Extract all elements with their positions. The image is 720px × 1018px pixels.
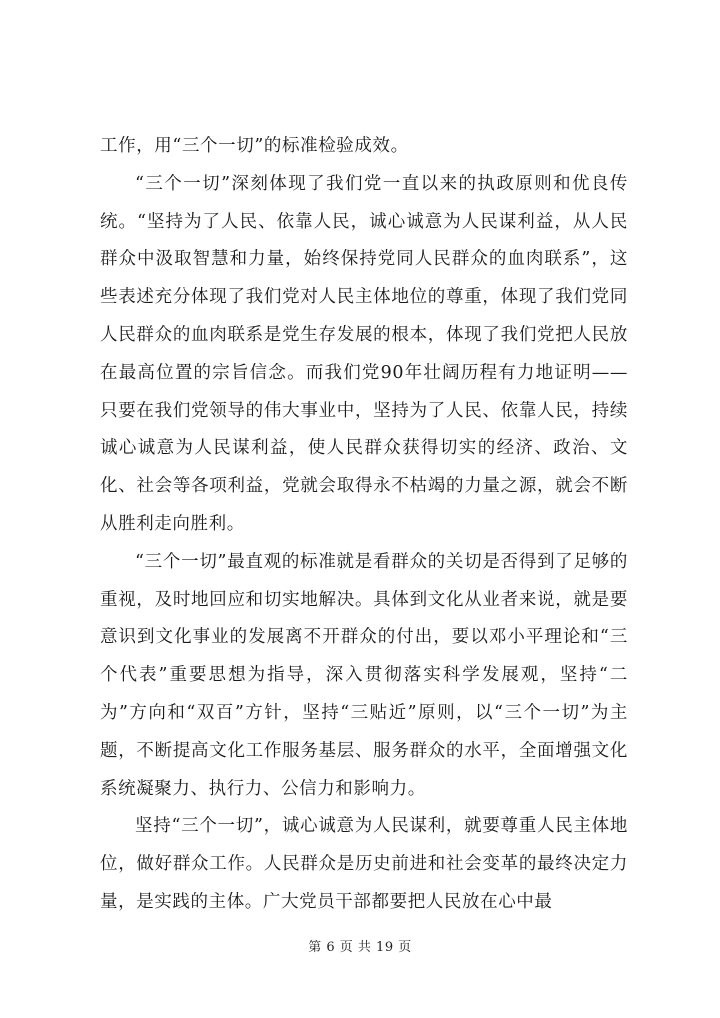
paragraph-tradition: “三个一切”深刻体现了我们党一直以来的执政原则和优良传统。“坚持为了人民、依靠人民，诚心诚意为人民谋利益，从人民群众中汲取智慧和力量，始终保持党同人民群众的血肉联系”，这些表述充分体现了我们党对人民主体地位的尊重，体现了我们党同人民群众的血肉联系是党生存发展的根本，体现了我们党把人民放在最高位置的宗旨信念。而我们党90年壮阔历程有力地证明——只要在我们党领导的伟大事业中，坚持为了人民、依靠人民，持续诚心诚意为人民谋利益，使人民群众获得切实的经济、政治、文化、社会等各项利益，党就会取得永不枯竭的力量之源，就会不断从胜利走向胜利。 — [100, 173, 628, 534]
document-body — [100, 128, 628, 922]
paragraph-continuation: 工作，用“三个一切”的标准检验成效。 — [100, 136, 409, 156]
paragraph-standard: “三个一切”最直观的标准就是看群众的关切是否得到了足够的重视，及时地回应和切实地解决。具体到文化从业者来说，就是要意识到文化事业的发展离不开群众的付出，要以邓小平理论和“三个代表”重要思想为指导，深入贯彻落实科学发展观，坚持“二为”方向和“双百”方针，坚持“三贴近”原则，以“三个一切”为主题，不断提高文化工作服务基层、服务群众的水平，全面增强文化系统凝聚力、执行力、公信力和影响力。 — [100, 551, 628, 799]
page-number-footer: 第 6 页 共 19 页 — [308, 940, 412, 955]
paragraph-mass-work: 坚持“三个一切”，诚心诚意为人民谋利，就要尊重人民主体地位，做好群众工作。人民群众是历史前进和社会变革的最终决定力量，是实践的主体。广大党员干部都要把人民放在心中最 — [100, 816, 628, 912]
